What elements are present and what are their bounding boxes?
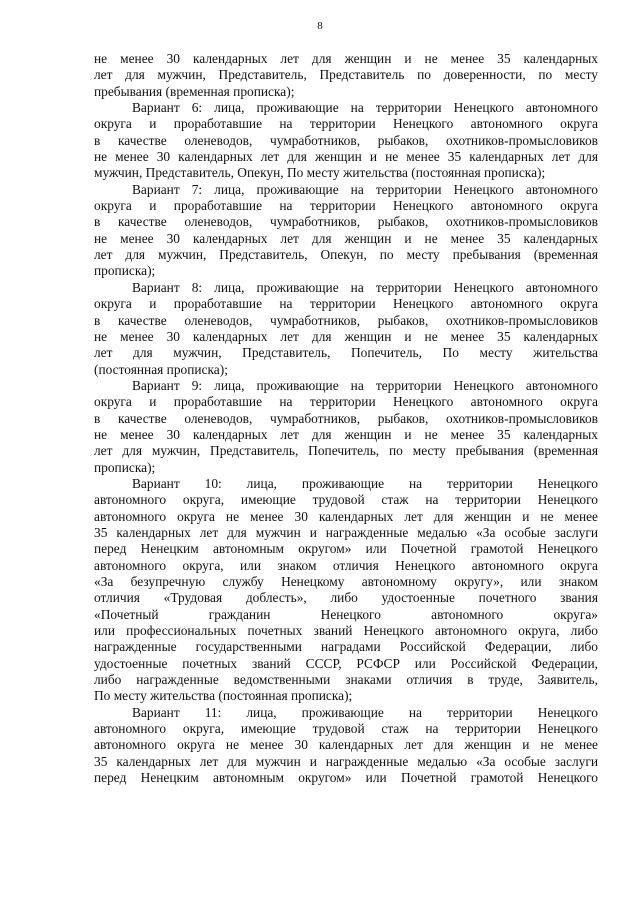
text-line: в качестве оленеводов, чумработников, рыбаков, охотников-промысловиков bbox=[94, 214, 598, 230]
text-line: не менее 30 календарных лет для женщин и не менее 35 календарных bbox=[94, 328, 598, 344]
text-line: (постоянная прописка); bbox=[94, 361, 228, 377]
page-number: 8 bbox=[317, 20, 323, 32]
text-line: лет для мужчин, Представитель, Попечитель, По месту жительства bbox=[94, 345, 598, 361]
text-line: Вариант 9: лица, проживающие на территории Ненецкого автономного bbox=[132, 377, 598, 393]
text-line: 35 календарных лет для мужчин и награжденные медалью «За особые заслуги bbox=[94, 524, 598, 540]
text-line: либо награжденные ведомственными знаками отличия в труде, Заявитель, bbox=[94, 672, 598, 688]
text-line: удостоенные почетных званий СССР, РСФСР или Российской Федерации, bbox=[94, 655, 598, 671]
text-line: перед Ненецким автономным округом» или Почетной грамотой Ненецкого bbox=[94, 541, 598, 557]
text-line: округа и проработавшие на территории Ненецкого автономного округа bbox=[94, 116, 598, 132]
text-line: отличия «Трудовая доблесть», либо удостоенные почетного звания bbox=[94, 590, 598, 606]
text-line: «За безупречную службу Ненецкому автономному округу», или знаком bbox=[94, 574, 598, 589]
text-line: прописка); bbox=[94, 459, 156, 475]
text-line: мужчин, Представитель, Опекун, По месту жительства (постоянная прописка); bbox=[94, 165, 546, 181]
text-line: пребывания (временная прописка); bbox=[94, 83, 295, 99]
text-line: автономного округа, имеющие трудовой стаж на территории Ненецкого bbox=[94, 721, 598, 737]
document-body bbox=[94, 51, 598, 786]
text-line: не менее 30 календарных лет для женщин и не менее 35 календарных лет для bbox=[94, 149, 598, 165]
text-line: не менее 30 календарных лет для женщин и не менее 35 календарных bbox=[94, 51, 598, 66]
text-line: награжденные государственными наградами Российской Федерации, либо bbox=[94, 639, 598, 655]
text-line: перед Ненецким автономным округом» или Почетной грамотой Ненецкого bbox=[94, 770, 598, 786]
text-line: автономного округа не менее 30 календарных лет для женщин и не менее bbox=[94, 737, 598, 753]
text-line: в качестве оленеводов, чумработников, рыбаков, охотников-промысловиков bbox=[94, 132, 598, 148]
text-line: автономного округа, или знаком отличия Ненецкого автономного округа bbox=[94, 557, 598, 573]
text-line: Вариант 7: лица, проживающие на территории Ненецкого автономного bbox=[132, 181, 598, 197]
text-line: округа и проработавшие на территории Ненецкого автономного округа bbox=[94, 296, 598, 312]
text-line: 35 календарных лет для мужчин и награжденные медалью «За особые заслуги bbox=[94, 753, 598, 769]
text-line: или профессиональных почетных званий Ненецкого автономного округа, либо bbox=[94, 623, 598, 639]
text-line: «Почетный гражданин Ненецкого автономного округа» bbox=[94, 606, 598, 622]
text-line: Вариант 6: лица, проживающие на территории Ненецкого автономного bbox=[132, 100, 598, 116]
text-line: в качестве оленеводов, чумработников, рыбаков, охотников-промысловиков bbox=[94, 410, 598, 426]
text-line: лет для мужчин, Представитель, Попечитель, по месту пребывания (временная bbox=[94, 443, 598, 459]
text-line: Вариант 10: лица, проживающие на территории Ненецкого bbox=[132, 475, 598, 491]
text-line: округа и проработавшие на территории Ненецкого автономного округа bbox=[94, 394, 598, 410]
text-line: Вариант 8: лица, проживающие на территории Ненецкого автономного bbox=[132, 279, 598, 295]
text-line: в качестве оленеводов, чумработников, рыбаков, охотников-промысловиков bbox=[94, 312, 598, 328]
text-line: не менее 30 календарных лет для женщин и не менее 35 календарных bbox=[94, 230, 598, 246]
text-line: автономного округа, имеющие трудовой стаж на территории Ненецкого bbox=[94, 492, 598, 508]
text-line: округа и проработавшие на территории Ненецкого автономного округа bbox=[94, 198, 598, 214]
text-line: прописка); bbox=[94, 263, 156, 279]
text-line: По месту жительства (постоянная прописка); bbox=[94, 688, 353, 704]
text-line: не менее 30 календарных лет для женщин и не менее 35 календарных bbox=[94, 426, 598, 442]
text-line: лет для мужчин, Представитель, Представитель по доверенности, по месту bbox=[94, 67, 598, 83]
text-line: Вариант 11: лица, проживающие на территории Ненецкого bbox=[132, 704, 598, 720]
text-line: автономного округа не менее 30 календарных лет для женщин и не менее bbox=[94, 508, 598, 524]
text-line: лет для мужчин, Представитель, Опекун, по месту пребывания (временная bbox=[94, 247, 598, 263]
